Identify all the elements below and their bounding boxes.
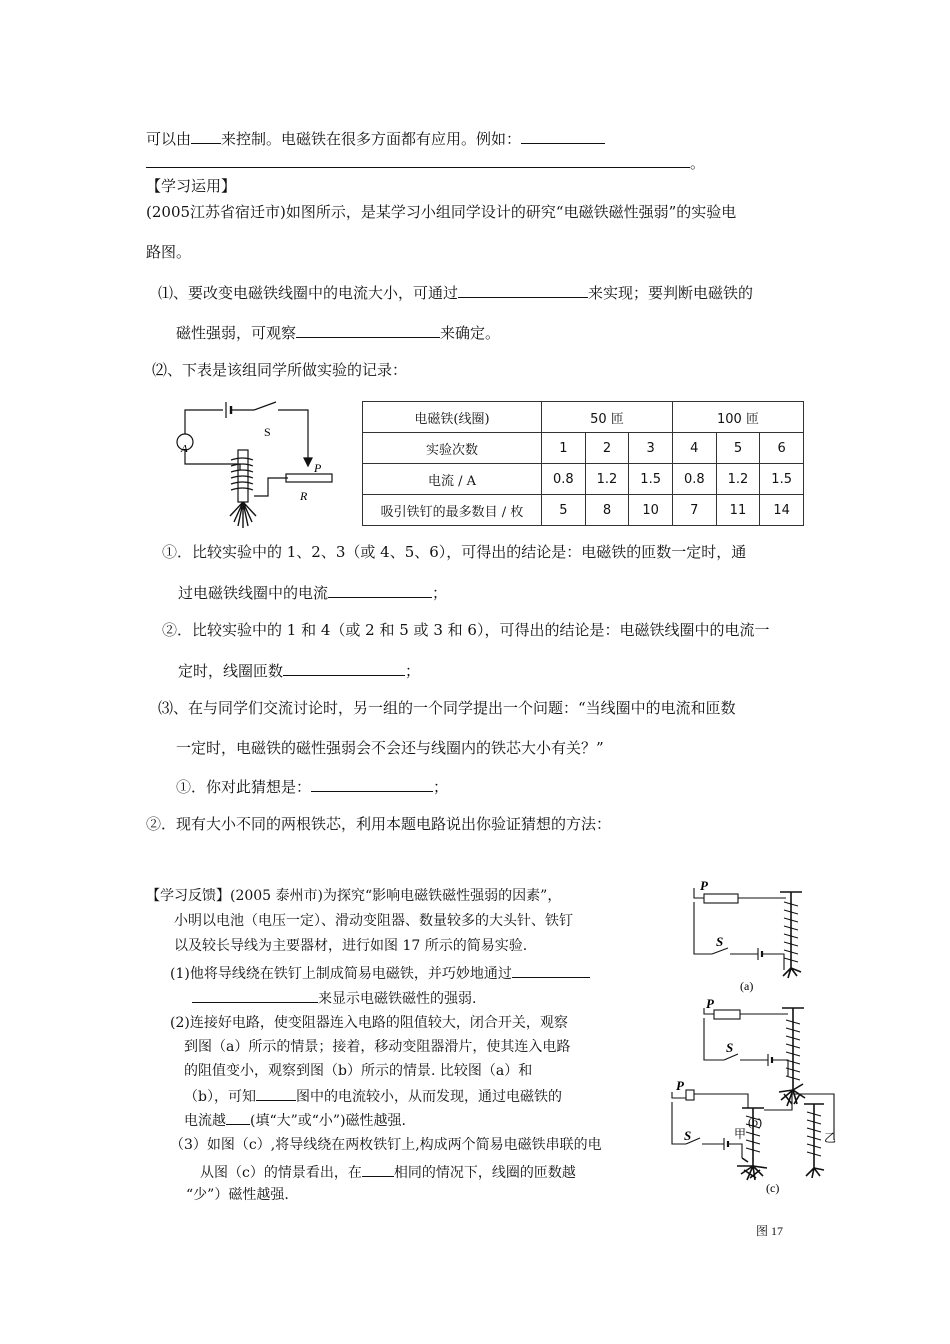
switch-label: S [264,425,271,439]
feedback-line-7: 到图（a）所示的情景；接着，移动变阻器滑片，使其连入电路 [184,1039,571,1055]
table-row-label: 电流 / A [363,464,542,495]
feedback-line-4 [170,962,590,984]
experiment-table [362,401,804,526]
table-row-label: 实验次数 [363,433,542,464]
table-cell: 1.5 [760,464,804,495]
conclusion-2-line-2 [178,660,420,681]
question-3-guess [176,776,448,797]
feedback-line-3: 以及较长导线为主要器材，进行如图 17 所示的简易实验. [174,938,528,954]
blank-example[interactable] [521,128,605,144]
feedback-line-5 [192,987,476,1009]
q3-guess-end: ； [433,778,449,796]
feedback-line-10 [184,1109,406,1131]
blank-c1[interactable] [328,582,432,598]
q1-text-a: ⑴、要改变电磁铁线圈中的电流大小，可通过 [158,284,459,302]
intro-line-1 [146,128,605,149]
table-cell: 5 [542,495,586,526]
practice-heading: 【学习运用】 [146,177,237,195]
intro-text-b: 来控制。电磁铁在很多方面都有应用。例如： [221,130,522,148]
table-row-label: 吸引铁钉的最多数目 / 枚 [363,495,542,526]
fig-c-slider-label: P [676,1078,684,1093]
feedback-line-9 [184,1085,562,1107]
c1-end: ； [432,584,448,602]
table-cell: 1.2 [716,464,760,495]
q1-text-b: 来实现；要判断电磁铁的 [588,284,754,302]
fig-b-slider-label: P [706,996,714,1011]
fig-c-label-yi: 乙 [824,1131,837,1145]
feedback-line-8: 的阻值变小，观察到图（b）所示的情景. 比较图（a）和 [184,1063,533,1079]
fb-l10-text-b: (填“大”或“小”)磁性越强. [250,1113,407,1129]
intro-line-2 [146,152,705,173]
table-row [363,495,804,526]
fig-c-switch-label: S [684,1128,692,1143]
source-place: 江苏省宿迁市 [190,203,281,221]
fig-b-switch-label: S [726,1040,734,1055]
conclusion-1-line-1: ①．比较实验中的 1、2、3（或 4、5、6），可得出的结论是：电磁铁的匝数一定时，通 [162,543,747,561]
feedback-line-13: “少”）磁性越强. [186,1187,289,1203]
slider-label: P [314,461,322,475]
fb-l4-text: (1)他将导线绕在铁钉上制成简易电磁铁，并巧妙地通过 [170,966,512,982]
blank-fb-same[interactable] [362,1161,394,1177]
table-cell: 14 [760,495,804,526]
q3-guess-text: ①．你对此猜想是： [176,778,312,796]
table-header-coil: 电磁铁(线圈) [363,402,542,433]
question-3-line-2: 一定时，电磁铁的磁性强弱会不会还与线圈内的铁芯大小有关？” [176,739,604,757]
table-cell: 7 [672,495,716,526]
table-row [363,433,804,464]
blank-q1-adjust[interactable] [458,282,588,298]
blank-q1-observe[interactable] [296,322,440,338]
practice-source-line-2: 路图。 [146,243,192,261]
blank-control[interactable] [191,128,221,144]
feedback-line-1: 【学习反馈】(2005 泰州市)为探究“影响电磁铁磁性强弱的因素”， [146,888,562,904]
fb-l9-text-a: （b），可知 [184,1089,256,1105]
question-1-line-1 [158,282,753,303]
fb-l5-text: 来显示电磁铁磁性的强弱. [318,991,477,1007]
c2-end: ； [405,662,421,680]
question-3-method: ②．现有大小不同的两根铁芯，利用本题电路说出你验证猜想的方法： [146,815,612,833]
table-cell: 1.2 [585,464,629,495]
fig-a-switch-label: S [716,934,724,949]
question-3-line-1: ⑶、在与同学们交流讨论时，另一组的一个同学提出一个问题：“当线圈中的电流和匝数 [158,699,736,717]
fb-l12-text-a: 从图（c）的情景看出，在 [200,1165,362,1181]
fig-caption-b: (b) [748,1115,762,1129]
blank-c2[interactable] [283,660,405,676]
table-row [363,402,804,433]
table-cell: 10 [629,495,673,526]
feedback-line-2: 小明以电池（电压一定）、滑动变阻器、数量较多的大头针、铁钉 [174,913,573,929]
feedback-line-12 [200,1161,576,1183]
figure-17-title: 图 17 [756,1224,784,1238]
conclusion-1-line-2 [178,582,447,603]
source-rest: )如图所示，是某学习小组同学设计的研究“电磁铁磁性强弱”的实验电 [280,203,737,221]
c1-text: 过电磁铁线圈中的电流 [178,584,329,602]
table-cell: 6 [760,433,804,464]
blank-fb-display[interactable] [512,962,590,978]
rheostat-label: R [300,489,308,503]
ammeter-label: A [181,443,188,455]
blank-guess[interactable] [311,776,433,792]
conclusion-2-line-1: ②．比较实验中的 1 和 4（或 2 和 5 或 3 和 6），可得出的结论是：电磁铁线圈中的电流一 [162,621,770,639]
q1-text-d: 来确定。 [440,324,501,342]
question-2: ⑵、下表是该组同学所做实验的记录： [152,361,408,379]
fb-l9-text-b: 图中的电流较小，从而发现，通过电磁铁的 [295,1089,562,1105]
table-cell: 11 [716,495,760,526]
circuit-diagram [168,398,340,538]
fb-l10-text-a: 电流越 [184,1113,226,1129]
table-header-100: 100 匝 [672,402,803,433]
figure-17 [664,880,840,1198]
table-cell: 2 [585,433,629,464]
blank-fb-figure[interactable] [256,1085,296,1101]
table-cell: 0.8 [542,464,586,495]
q1-text-c: 磁性强弱，可观察 [176,324,297,342]
blank-example-cont[interactable] [146,152,690,168]
intro-text-a: 可以由 [146,130,192,148]
source-year: (2005 [146,203,191,221]
intro-line-end: 。 [690,154,706,172]
table-cell: 5 [716,433,760,464]
fig-caption-a: (a) [740,979,754,993]
table-cell: 3 [629,433,673,464]
table-row [363,464,804,495]
table-cell: 0.8 [672,464,716,495]
table-cell: 4 [672,433,716,464]
feedback-line-6: (2)连接好电路，使变阻器连入电路的阻值较大，闭合开关，观察 [170,1015,568,1031]
table-cell: 1.5 [629,464,673,495]
fig-caption-c: (c) [766,1181,780,1195]
blank-fb-display-cont[interactable] [192,987,318,1003]
blank-fb-current[interactable] [226,1109,250,1125]
table-cell: 1 [542,433,586,464]
fig-a-slider-label: P [700,880,708,893]
table-cell: 8 [585,495,629,526]
feedback-line-11: （3）如图（c）,将导线绕在两枚铁钉上,构成两个简易电磁铁串联的电 [170,1137,602,1153]
c2-text: 定时，线圈匝数 [178,662,284,680]
question-1-line-2 [176,322,500,343]
practice-source-line [146,202,736,222]
fig-c-label-jia: 甲 [734,1127,747,1141]
table-header-50: 50 匝 [542,402,673,433]
fb-l12-text-b: 相同的情况下，线圈的匝数越 [393,1165,576,1181]
